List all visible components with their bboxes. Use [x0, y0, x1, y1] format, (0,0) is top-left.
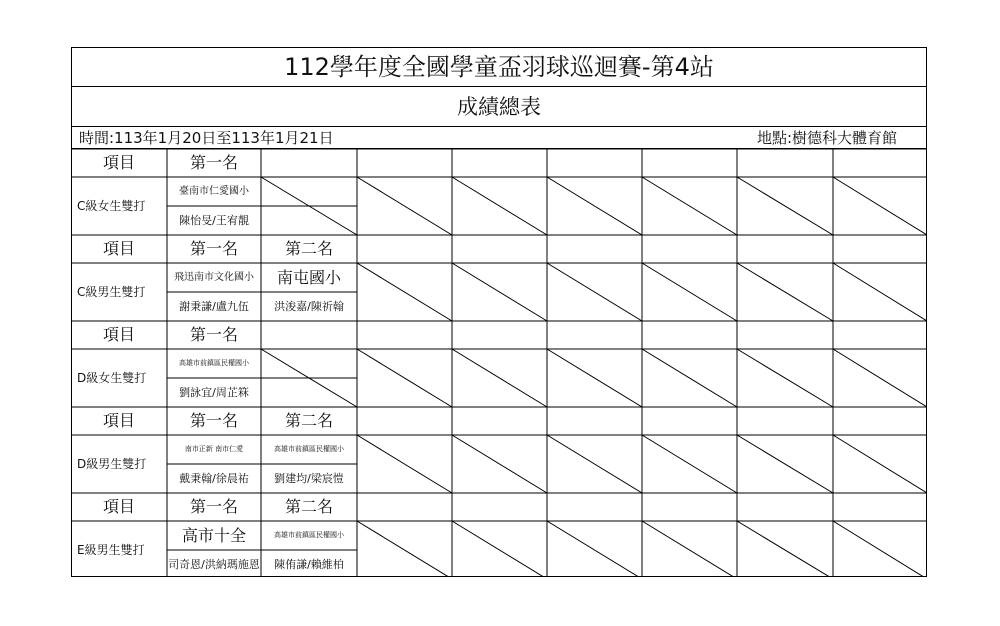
winner-school: 南屯國小 — [276, 268, 341, 287]
empty-slash-line — [833, 177, 927, 235]
category-label: D級女生雙打 — [77, 371, 147, 385]
event-time: 時間:113年1月20日至113年1月21日 — [79, 129, 334, 147]
header-second-label: 第二名 — [284, 497, 333, 516]
winner-players: 謝秉謙/盧九伍 — [179, 300, 249, 313]
empty-slash-line — [452, 263, 547, 321]
empty-slash-line — [737, 435, 833, 493]
empty-slash-line — [833, 435, 927, 493]
empty-slash-line — [737, 177, 833, 235]
winner-school: 高雄市前鎮區民權國小 — [274, 531, 344, 539]
empty-slash-line — [833, 349, 927, 407]
header-first-label: 第一名 — [189, 325, 238, 344]
empty-slash-line — [452, 521, 547, 577]
winner-players: 劉詠宜/周芷箖 — [179, 386, 249, 399]
winner-players: 劉建均/梁宸愷 — [274, 472, 344, 485]
empty-slash-line — [547, 435, 642, 493]
category-label: D級男生雙打 — [77, 457, 147, 471]
empty-slash-line — [737, 263, 833, 321]
category-label: C級男生雙打 — [77, 285, 146, 299]
sheet-title: 112學年度全國學童盃羽球巡迴賽-第4站 — [71, 47, 927, 87]
empty-slash-line — [452, 349, 547, 407]
results-sheet — [71, 47, 927, 577]
winner-players: 陳怡旻/王宥靚 — [179, 214, 249, 227]
header-item-label: 項目 — [102, 325, 135, 344]
header-item-label: 項目 — [102, 239, 135, 258]
winner-school: 高市十全 — [181, 526, 246, 545]
empty-slash-line — [452, 177, 547, 235]
event-place: 地點:樹德科大體育館 — [756, 129, 897, 147]
empty-slash-line — [547, 177, 642, 235]
empty-slash-line — [357, 521, 452, 577]
empty-slash-line — [357, 177, 452, 235]
info-row — [71, 127, 927, 149]
winner-players: 司奇恩/洪納瑪施恩 — [168, 558, 260, 571]
sheet-subtitle: 成績總表 — [71, 87, 927, 127]
empty-slash-line — [642, 349, 737, 407]
winner-school: 飛迅南市文化國小 — [174, 272, 254, 283]
empty-slash-line — [357, 435, 452, 493]
header-item-label: 項目 — [102, 411, 135, 430]
winner-players: 陳侑謙/賴維柏 — [274, 558, 344, 571]
header-second-label — [261, 321, 357, 349]
header-first-label: 第一名 — [189, 497, 238, 516]
empty-slash-line — [357, 263, 452, 321]
header-first-label: 第一名 — [189, 411, 238, 430]
empty-slash-line — [452, 435, 547, 493]
category-label: C級女生雙打 — [77, 199, 146, 213]
empty-slash-line — [642, 521, 737, 577]
empty-slash-line — [737, 349, 833, 407]
winner-school: 高雄市前鎮區民權國小 — [274, 445, 344, 453]
empty-slash-line — [642, 435, 737, 493]
empty-slash-line — [642, 263, 737, 321]
category-label: E級男生雙打 — [77, 543, 145, 557]
empty-slash-line — [547, 263, 642, 321]
empty-slash-line — [737, 521, 833, 577]
header-item-label: 項目 — [102, 153, 135, 172]
winner-school: 高雄市前鎮區民權國小 — [179, 359, 249, 367]
empty-slash-line — [833, 521, 927, 577]
empty-slash-line — [547, 521, 642, 577]
empty-slash-line — [547, 349, 642, 407]
winner-players: 洪浚嘉/陳祈翰 — [274, 300, 344, 313]
header-second-label: 第二名 — [284, 411, 333, 430]
header-first-label: 第一名 — [189, 239, 238, 258]
winner-school: 臺南市仁愛國小 — [179, 186, 249, 197]
empty-slash-line — [833, 263, 927, 321]
empty-slash-line — [357, 349, 452, 407]
header-item-label: 項目 — [102, 497, 135, 516]
empty-slash-line — [642, 177, 737, 235]
winner-players: 戴秉翰/徐晨祐 — [179, 472, 249, 485]
header-second-label: 第二名 — [284, 239, 333, 258]
header-second-label — [261, 149, 357, 177]
winner-school: 南市正新 南市仁愛 — [184, 445, 244, 453]
header-first-label: 第一名 — [189, 153, 238, 172]
